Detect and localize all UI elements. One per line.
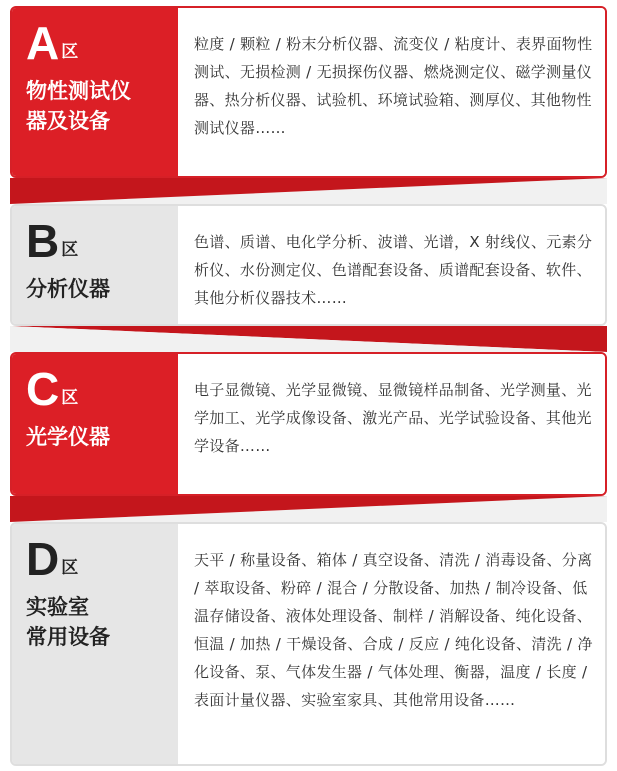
zone-a-header bbox=[12, 8, 178, 176]
zone-b-name: 分析仪器 bbox=[26, 277, 110, 301]
zone-b-description: 色谱、质谱、电化学分析、波谱、光谱，X 射线仪、元素分析仪、水份测定仪、色谱配套设备、质谱配套设备、软件、其他分析仪器技术…… bbox=[178, 206, 605, 324]
zone-b-letter: B bbox=[26, 215, 60, 267]
zone-b-qu: 区 bbox=[61, 240, 79, 260]
zone-d-header bbox=[12, 524, 178, 764]
zone-d-letter: D bbox=[26, 533, 60, 585]
zone-a-panel bbox=[10, 6, 607, 178]
zone-d-panel bbox=[10, 522, 607, 766]
zone-b-connector bbox=[10, 326, 607, 352]
zone-a-description: 粒度 / 颗粒 / 粉末分析仪器、流变仪 / 粘度计、表界面物性测试、无损检测 / 无损探伤仪器、燃烧测定仪、磁学测量仪器、热分析仪器、试验机、环境试验箱、测厚仪、其他物性测试仪器…… bbox=[178, 8, 605, 176]
zone-c-letter: C bbox=[26, 363, 60, 415]
zone-c-panel bbox=[10, 352, 607, 496]
zone-d-description: 天平 / 称量设备、箱体 / 真空设备、清洗 / 消毒设备、分离 / 萃取设备、粉碎 / 混合 / 分散设备、加热 / 制冷设备、低温存储设备、液体处理设备、制样 / 消解设备、纯化设备、恒温 / 加热 / 干燥设备、合成 / 反应 / 纯化设备、清洗 / 净化设备、泵、气体发生器 / 气体处理、衡器，温度 / 长度 / 表面计量仪器、实验室家具、其他常用设备…… bbox=[178, 524, 605, 764]
zone-c-connector bbox=[10, 496, 607, 522]
zone-c-description: 电子显微镜、光学显微镜、显微镜样品制备、光学测量、光学加工、光学成像设备、激光产品、光学试验设备、其他光学设备…… bbox=[178, 354, 605, 494]
zone-a-qu: 区 bbox=[61, 42, 79, 62]
zone-a-letter: A bbox=[26, 17, 60, 69]
zone-a-connector bbox=[10, 178, 607, 204]
zone-c-name: 光学仪器 bbox=[26, 425, 110, 449]
zone-c-header bbox=[12, 354, 178, 494]
zone-d-qu: 区 bbox=[61, 558, 79, 578]
zone-c-qu: 区 bbox=[61, 388, 79, 408]
zone-d-name: 实验室 常用设备 bbox=[26, 595, 110, 649]
zone-b-header bbox=[12, 206, 178, 324]
zone-b-panel bbox=[10, 204, 607, 326]
zone-a-name: 物性测试仪 器及设备 bbox=[26, 79, 131, 133]
